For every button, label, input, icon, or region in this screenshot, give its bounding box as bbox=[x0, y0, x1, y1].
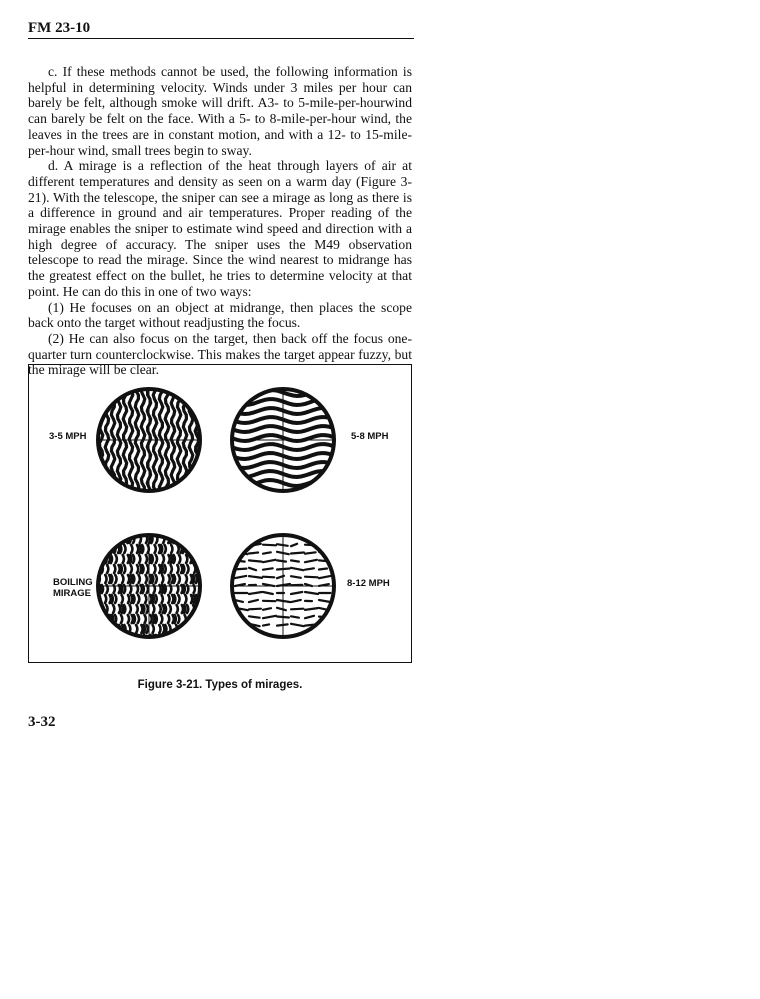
page-number: 3-32 bbox=[28, 714, 56, 730]
manual-number: FM 23-10 bbox=[28, 20, 91, 36]
scope-view-3-5-mph bbox=[98, 387, 200, 491]
figure-caption: Figure 3-21. Types of mirages. bbox=[137, 679, 303, 691]
body-text bbox=[28, 64, 412, 378]
scope-view-8-12-mph bbox=[232, 535, 334, 637]
paragraph-c: c. If these methods cannot be used, the following information is helpful in determining velocity. Winds under 3 miles per hour can barely be felt, although smoke will drift. A3- to 5-mile-per-hourwind can barely be felt on the face. With a 5- to 8-mile-per-hour wind, the leaves in the trees are in constant motion, and with a 12- to 15-mile-per-hour wind, small trees begin to sway. bbox=[28, 64, 412, 158]
label-mirage: MIRAGE bbox=[53, 588, 91, 599]
label-8-12-mph: 8-12 MPH bbox=[347, 578, 390, 589]
label-5-8-mph: 5-8 MPH bbox=[351, 431, 389, 442]
mirage-figure bbox=[28, 364, 412, 663]
paragraph-d: d. A mirage is a reflection of the heat through layers of air at different temperatures and density as seen on a warm day (Figure 3-21). With the telescope, the sniper can see a mirage as long as there is a difference in ground and air temperatures. Proper reading of the mirage enables the sniper to estimate wind speed and direction with a high degree of accuracy. The sniper uses the M49 observation telescope to read the mirage. Since the wind nearest to midrange has the greatest effect on the bullet, he tries to determine velocity at that point. He can do this in one of two ways: bbox=[28, 158, 412, 299]
mirage-illustration bbox=[29, 365, 413, 664]
scope-view-boiling-mirage bbox=[97, 535, 201, 643]
running-header bbox=[28, 20, 414, 39]
paragraph-d-1: (1) He focuses on an object at midrange, then places the scope back onto the target without readjusting the focus. bbox=[28, 299, 412, 331]
scope-view-5-8-mph bbox=[229, 389, 337, 491]
label-boiling: BOILING bbox=[53, 577, 93, 588]
label-3-5-mph: 3-5 MPH bbox=[49, 431, 87, 442]
paragraph-d-2: (2) He can also focus on the target, then back off the focus one-quarter turn counterclockwise. This makes the target appear fuzzy, but the mirage will be clear. bbox=[28, 330, 412, 378]
